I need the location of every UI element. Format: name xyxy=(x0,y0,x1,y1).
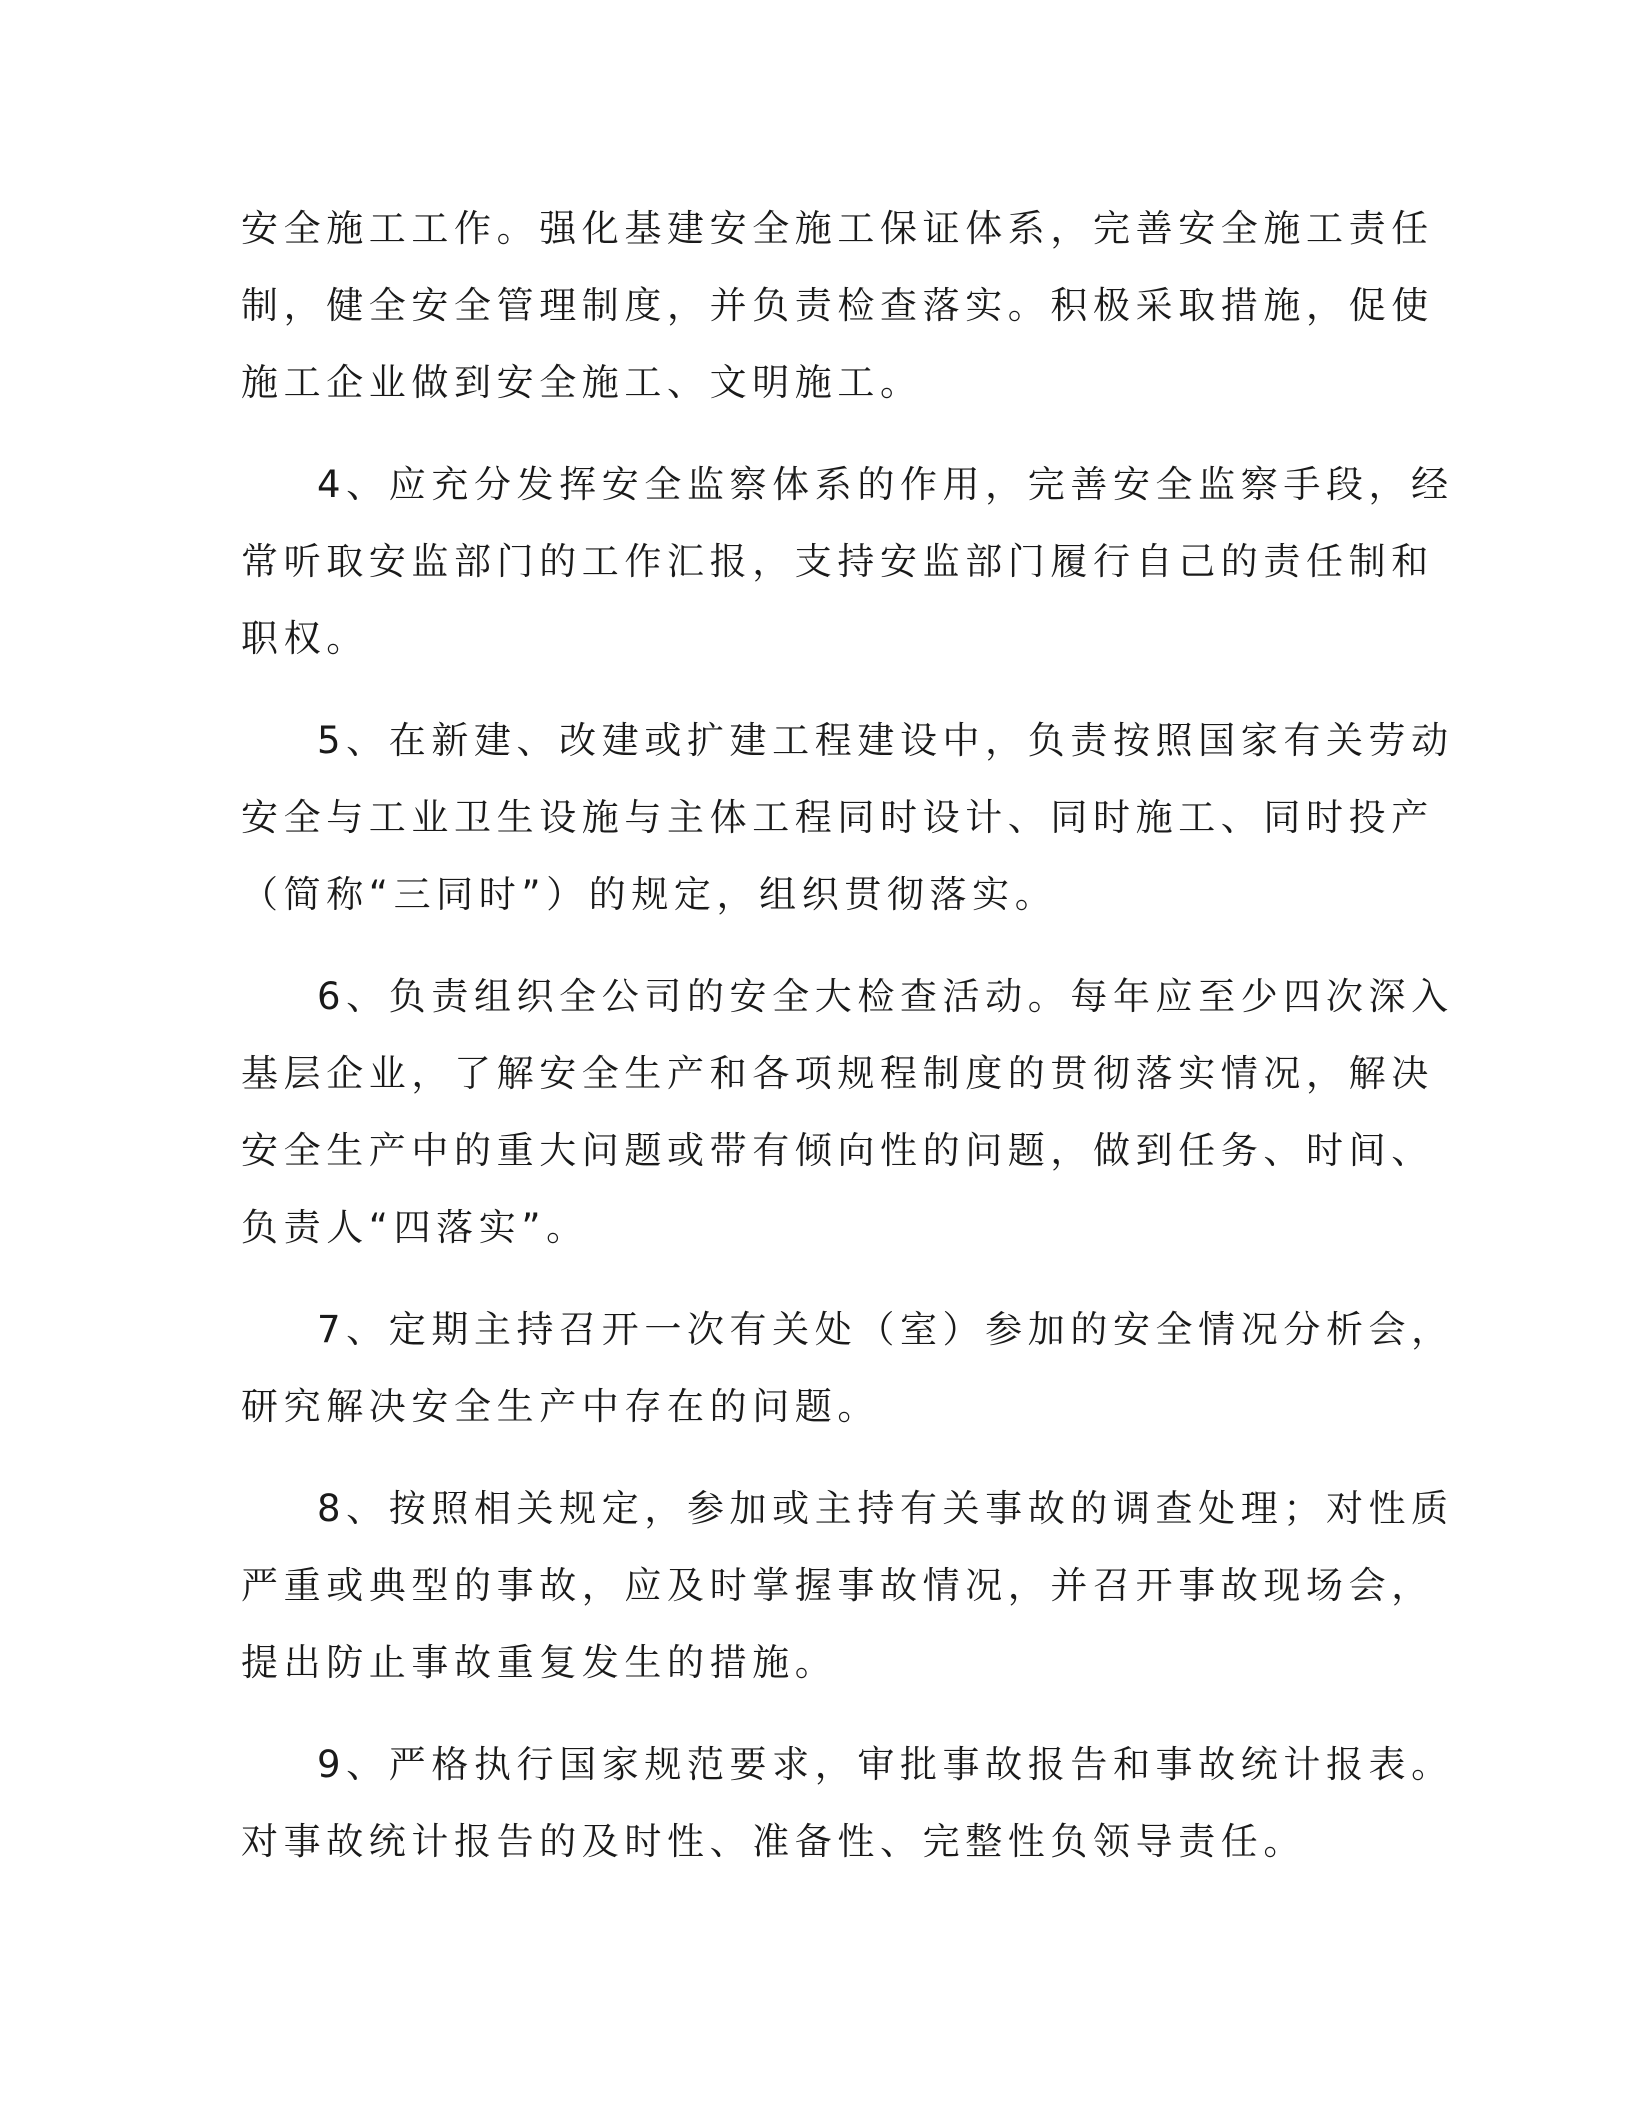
text-line: 安全施工工作。强化基建安全施工保证体系，完善安全施工责任 xyxy=(241,207,1434,250)
text-line: 提出防止事故重复发生的措施。 xyxy=(241,1641,838,1684)
text-line: 7、定期主持召开一次有关处（室）参加的安全情况分析会， xyxy=(317,1308,1454,1351)
paragraph-item-6 xyxy=(241,958,1454,1266)
text-line: 负责人“四落实”。 xyxy=(241,1206,589,1249)
paragraph-item-4 xyxy=(241,446,1454,677)
text-line: 安全与工业卫生设施与主体工程同时设计、同时施工、同时投产 xyxy=(241,796,1434,839)
document-body xyxy=(241,190,1454,1905)
text-line: 常听取安监部门的工作汇报，支持安监部门履行自己的责任制和 xyxy=(241,540,1434,583)
paragraph-item-9 xyxy=(241,1726,1454,1880)
text-line: 9、严格执行国家规范要求，审批事故报告和事故统计报表。 xyxy=(317,1743,1454,1786)
text-line: 基层企业，了解安全生产和各项规程制度的贯彻落实情况，解决 xyxy=(241,1052,1434,1095)
text-line: 对事故统计报告的及时性、准备性、完整性负领导责任。 xyxy=(241,1820,1306,1863)
paragraph-item-8 xyxy=(241,1470,1454,1701)
text-line: 6、负责组织全公司的安全大检查活动。每年应至少四次深入 xyxy=(317,975,1454,1018)
text-line: 安全生产中的重大问题或带有倾向性的问题，做到任务、时间、 xyxy=(241,1129,1434,1172)
text-line: 制，健全安全管理制度，并负责检查落实。积极采取措施，促使 xyxy=(241,284,1434,327)
paragraph-continuation xyxy=(241,190,1434,421)
text-line: 职权。 xyxy=(241,617,369,660)
text-line: 8、按照相关规定，参加或主持有关事故的调查处理；对性质 xyxy=(317,1487,1454,1530)
paragraph-item-5 xyxy=(241,702,1454,933)
paragraph-item-7 xyxy=(241,1291,1454,1445)
text-line: 5、在新建、改建或扩建工程建设中，负责按照国家有关劳动 xyxy=(317,719,1454,762)
text-line: 施工企业做到安全施工、文明施工。 xyxy=(241,361,923,404)
text-line: 4、应充分发挥安全监察体系的作用，完善安全监察手段，经 xyxy=(317,463,1454,506)
text-line: （简称“三同时”）的规定，组织贯彻落实。 xyxy=(241,873,1058,916)
text-line: 严重或典型的事故，应及时掌握事故情况，并召开事故现场会， xyxy=(241,1564,1434,1607)
text-line: 研究解决安全生产中存在的问题。 xyxy=(241,1385,880,1428)
